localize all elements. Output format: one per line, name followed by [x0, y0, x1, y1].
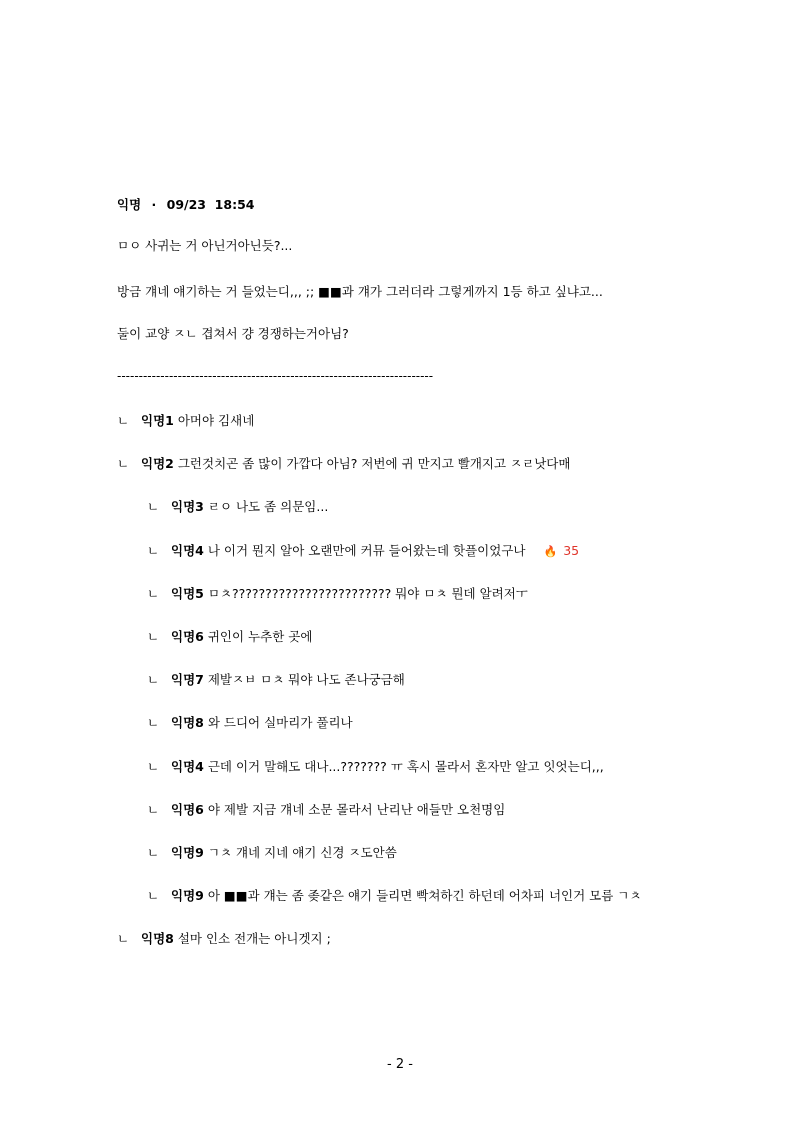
reply-marker: ㄴ — [117, 413, 130, 428]
comment-row — [147, 715, 353, 731]
comment-text: 귀인이 누추한 곳에 — [207, 629, 313, 644]
reply-marker: ㄴ — [147, 672, 160, 687]
author-name: 익명 — [117, 197, 142, 212]
comment-row — [147, 888, 641, 904]
comment-author: 익명5 — [171, 586, 204, 601]
page-number: - 2 - — [387, 1057, 413, 1072]
comment-author: 익명4 — [171, 759, 204, 774]
post-line-3: 둘이 교양 ㅈㄴ 겹쳐서 걍 경쟁하는거아님? — [117, 326, 349, 341]
reply-marker: ㄴ — [117, 931, 130, 946]
comment-row — [117, 413, 254, 429]
comment-text: 아 ■■과 걔는 좀 좆같은 얘기 들리면 빡쳐하긴 하던데 어차피 너인거 모름 ㄱㅊ — [207, 888, 642, 903]
comment-author: 익명2 — [141, 456, 174, 471]
comment-author: 익명9 — [171, 845, 204, 860]
comment-author: 익명8 — [141, 931, 174, 946]
reply-marker: ㄴ — [147, 629, 160, 644]
comment-row — [117, 456, 570, 472]
comment-row — [147, 672, 405, 688]
reply-marker: ㄴ — [147, 499, 160, 514]
comment-row — [147, 845, 397, 861]
comment-text: ㄱㅊ 걔네 지네 얘기 신경 ㅈ도안씀 — [207, 845, 397, 860]
comment-author: 익명4 — [171, 543, 204, 558]
post-line-2: 방금 걔네 얘기하는 거 들었는디,,, ;; ■■과 걔가 그러더라 그렇게까지 1등 하고 싶냐고... — [117, 284, 603, 299]
reply-marker: ㄴ — [117, 456, 130, 471]
hot-count: 35 — [563, 543, 580, 558]
comment-row — [147, 759, 604, 775]
reply-marker: ㄴ — [147, 586, 160, 601]
comment-row — [147, 802, 505, 818]
reply-marker: ㄴ — [147, 759, 160, 774]
comment-text: 제발ㅈㅂ ㅁㅊ 뭐야 나도 존나궁금해 — [207, 672, 405, 687]
post-datetime: 09/23 18:54 — [166, 197, 255, 212]
comment-text: 나 이거 뭔지 알아 오랜만에 커뮤 들어왔는데 핫플이었구나 — [207, 543, 526, 558]
hot-badge — [543, 543, 579, 558]
comment-author: 익명8 — [171, 715, 204, 730]
reply-marker: ㄴ — [147, 543, 160, 558]
comment-text: ㄹㅇ 나도 좀 의문임... — [207, 499, 329, 514]
comment-text: 야 제발 지금 걔네 소문 몰라서 난리난 애들만 오천명임 — [207, 802, 506, 817]
fire-icon: 🔥 — [543, 545, 558, 558]
comment-row — [147, 543, 579, 560]
reply-marker: ㄴ — [147, 845, 160, 860]
post-line-1: ㅁㅇ 사귀는 거 아닌거아닌듯?... — [117, 238, 293, 253]
reply-marker: ㄴ — [147, 802, 160, 817]
comment-author: 익명3 — [171, 499, 204, 514]
comment-author: 익명9 — [171, 888, 204, 903]
comment-row — [147, 629, 312, 645]
reply-marker: ㄴ — [147, 715, 160, 730]
comment-row — [147, 586, 528, 602]
comment-author: 익명6 — [171, 629, 204, 644]
comment-text: 설마 인소 전개는 아니겟지 ; — [177, 931, 331, 946]
comment-text: 근데 이거 말해도 대나...??????? ㅠ 혹시 몰라서 혼자만 알고 잇엇는디,,, — [207, 759, 604, 774]
comment-text: ㅁㅊ???????????????????????? 뭐야 ㅁㅊ 뭔데 알려저ㅜ — [207, 586, 528, 601]
reply-marker: ㄴ — [147, 888, 160, 903]
comment-row — [147, 499, 328, 515]
divider: ------------------------------------------------------------------------- — [117, 369, 434, 383]
comment-text: 그런것치곤 좀 많이 가깝다 아님? 저번에 귀 만지고 빨개지고 ㅈㄹ낫다매 — [177, 456, 571, 471]
comment-author: 익명1 — [141, 413, 174, 428]
comment-text: 와 드디어 실마리가 풀리나 — [207, 715, 353, 730]
comment-text: 아머야 김새네 — [177, 413, 255, 428]
comment-row — [117, 931, 331, 947]
header-separator: · — [151, 197, 157, 212]
post-header — [117, 197, 254, 213]
comment-author: 익명7 — [171, 672, 204, 687]
comment-author: 익명6 — [171, 802, 204, 817]
